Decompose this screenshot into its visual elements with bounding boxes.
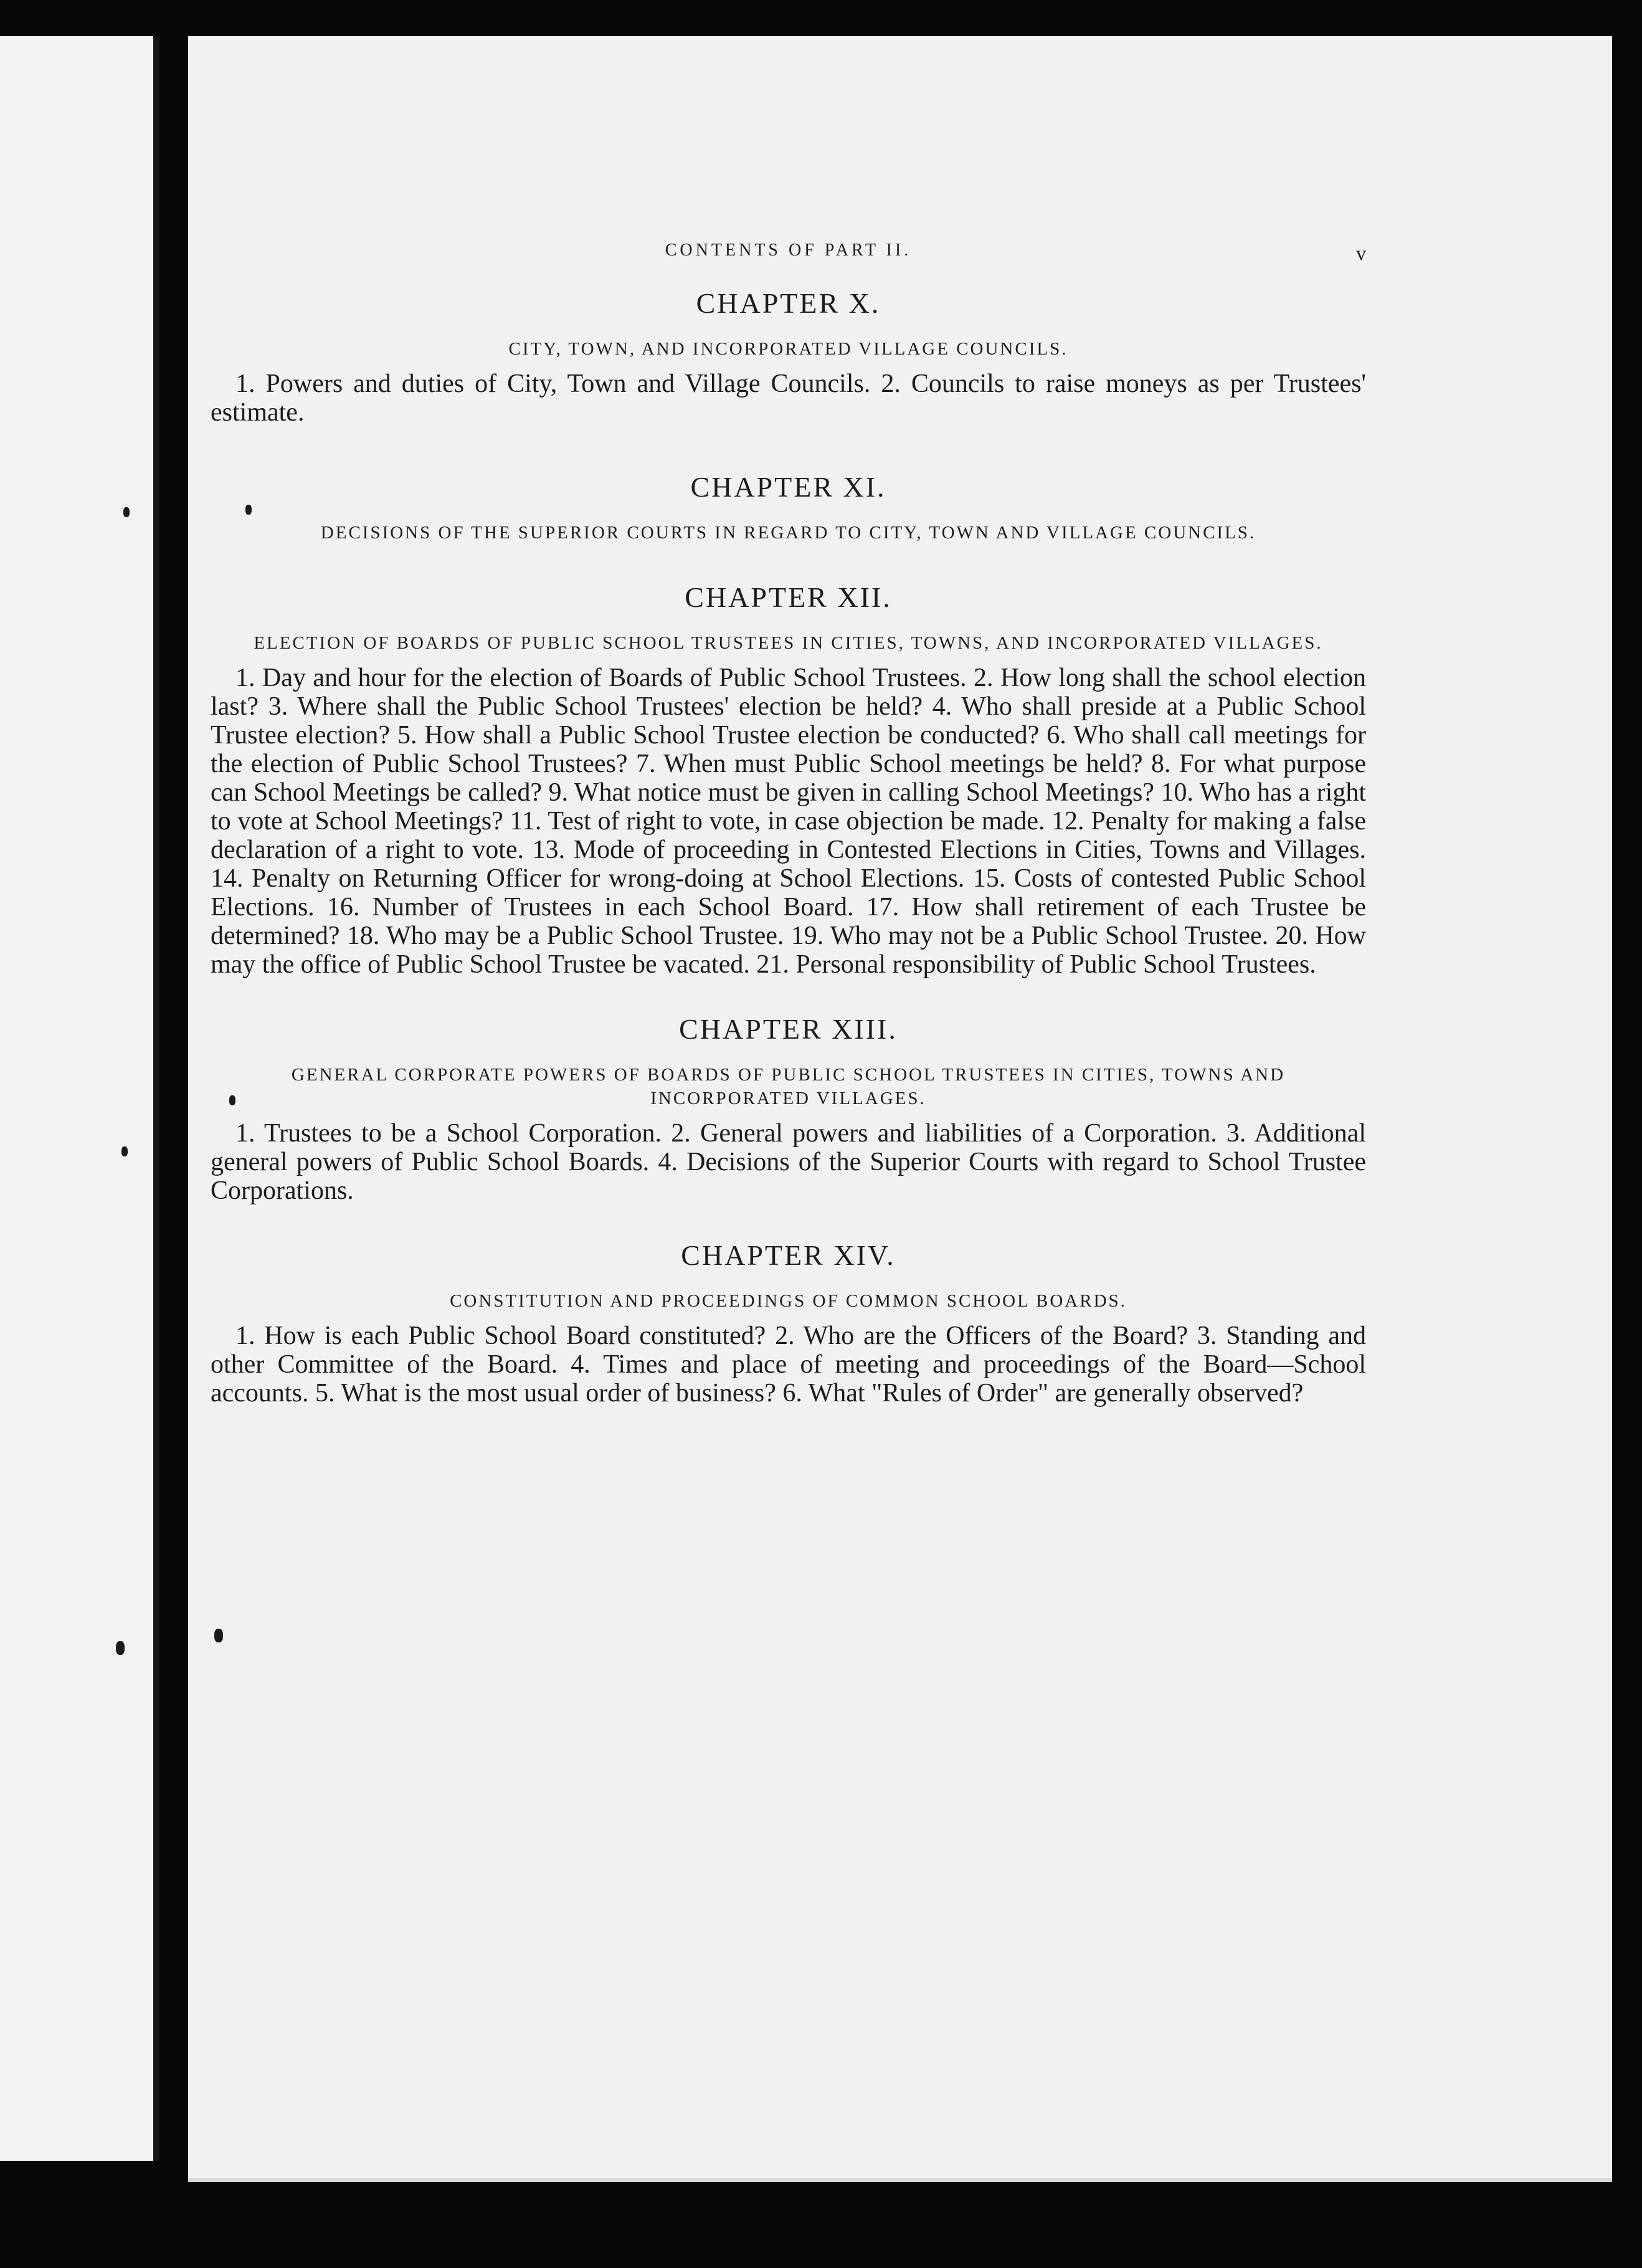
chapter-contents: 1. Day and hour for the election of Boards of Public School Trustees. 2. How long shall the school election last? 3. Where shall the Public School Trustees' election be held? 4. Who shall preside at a Public School Trustee election? 5. How shall a Public School Trustee election be conducted? 6. Who shall call meetings for the election of Public School Trustees? 7. When must Public School meetings be held? 8. For what purpose can School Meetings be called? 9. What notice must be given in calling School Meetings? 10. Who has a right to vote at School Meetings? 11. Test of right to vote, in case objection be made. 12. Penalty for making a false declaration of a right to vote. 13. Mode of proceeding in Contested Elections in Cities, Towns and Villages. 14. Penalty on Returning Officer for wrong-doing at School Elections. 15. Costs of contested Public School Elections. 16. Number of Trustees in each School Board. 17. How shall retirement of each Trustee be determined? 18. Who may be a Public School Trustee. 19. Who may not be a Public School Trustee. 20. How may the office of Public School Trustee be vacated. 21. Personal responsibility of Public School Trustees. [211, 664, 1366, 979]
running-title: CONTENTS OF PART II. [665, 241, 912, 260]
chapter-xi [211, 470, 1366, 545]
scan-speck [123, 507, 130, 517]
chapter-contents: 1. Trustees to be a School Corporation. 2. General powers and liabilities of a Corporation. 3. Additional general powers of Public School Boards. 4. Decisions of the Superior Courts with regard to School Trustee Corporations. [211, 1119, 1366, 1205]
chapter-heading: CHAPTER XI. [690, 471, 886, 503]
scan-speck [121, 1146, 128, 1156]
contents-page [211, 198, 1366, 1408]
facing-page-edge [0, 36, 159, 2161]
chapter-heading: CHAPTER XIII. [679, 1013, 898, 1045]
chapter-xii [211, 581, 1366, 979]
scan-speck [214, 1629, 223, 1642]
chapter-xiii [211, 1012, 1366, 1205]
chapter-xiv [211, 1239, 1366, 1408]
chapter-subtitle: CITY, TOWN, AND INCORPORATED VILLAGE COUNCILS. [508, 339, 1068, 359]
chapter-heading: CHAPTER XII. [685, 581, 892, 613]
chapter-x [211, 287, 1366, 427]
chapter-subtitle: CONSTITUTION AND PROCEEDINGS OF COMMON SCHOOL BOARDS. [450, 1291, 1127, 1311]
scan-speck [116, 1641, 125, 1655]
running-head [211, 198, 1366, 264]
chapter-contents: 1. Powers and duties of City, Town and Village Councils. 2. Councils to raise moneys as per Trustees' estimate. [211, 369, 1366, 427]
chapter-subtitle: DECISIONS OF THE SUPERIOR COURTS IN REGARD TO CITY, TOWN AND VILLAGE COUNCILS. [320, 523, 1256, 543]
chapter-subtitle: ELECTION OF BOARDS OF PUBLIC SCHOOL TRUSTEES IN CITIES, TOWNS, AND INCORPORATED VILLAGES. [254, 633, 1323, 653]
chapter-heading: CHAPTER X. [696, 287, 881, 319]
chapter-contents: 1. How is each Public School Board constituted? 2. Who are the Officers of the Board? 3. Standing and other Committee of the Board. 4. Times and place of meeting and proceedings of the Board—School accounts. 5. What is the most usual order of business? 6. What "Rules of Order" are generally observed? [211, 1322, 1366, 1408]
chapter-heading: CHAPTER XIV. [681, 1239, 896, 1271]
chapter-subtitle: GENERAL CORPORATE POWERS OF BOARDS OF PUBLIC SCHOOL TRUSTEES IN CITIES, TOWNS AND INCORPORATED VILLAGES. [291, 1065, 1286, 1108]
page-number: v [1356, 242, 1366, 264]
